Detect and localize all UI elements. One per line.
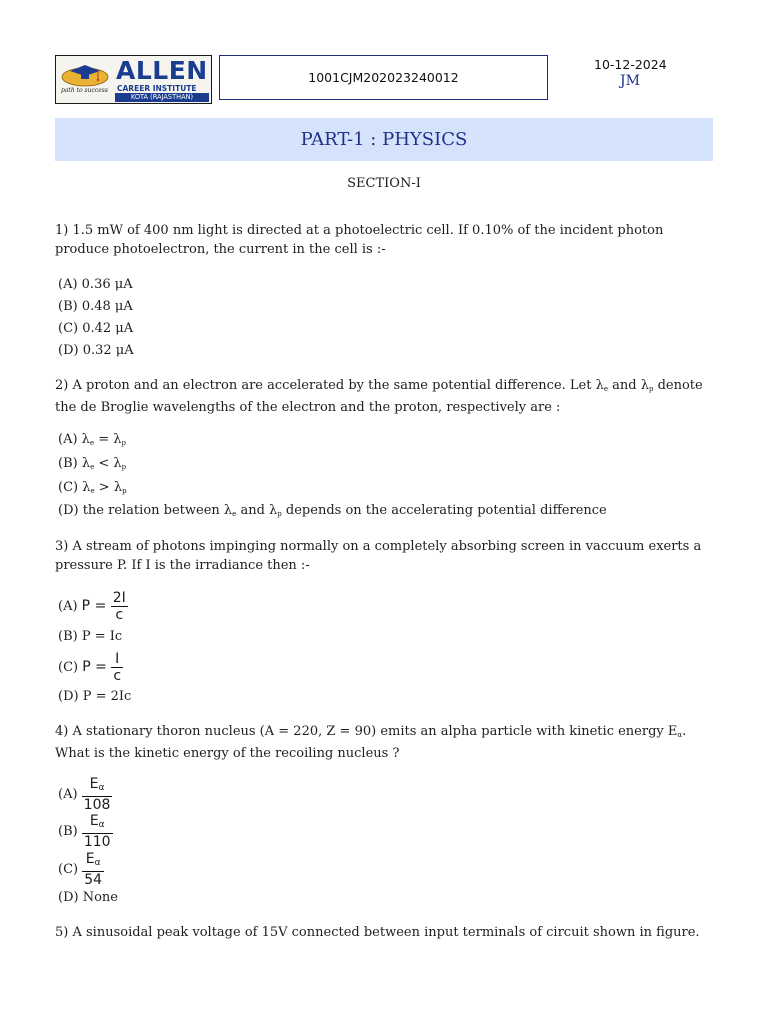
question-4-text: 4) A stationary thoron nucleus (A = 220, Z = 90) emits an alpha particle with kinetic energy $E_\alpha$. What is the kinetic energy of the recoiling nucleus ? xyxy=(55,724,687,761)
exam-date: 10-12-2024 xyxy=(594,57,667,72)
graduation-cap-emblem-icon xyxy=(60,60,110,87)
question-3-option-c: (C) P = $\frac{I}{c}$ xyxy=(58,651,122,684)
question-5-text: 5) A sinusoidal peak voltage of 15V connected between input terminals of circuit shown in figure. xyxy=(55,925,700,940)
paper-code-box xyxy=(219,55,548,100)
part-title-bar xyxy=(55,118,713,161)
fraction-e-alpha-over-108: $\frac{E_\alpha}{108}$ xyxy=(83,776,111,813)
logo-brand: ALLEN xyxy=(116,56,208,85)
question-2-option-d: (D) the relation between $\lambda_e$ and $\lambda_p$ depends on the accelerating potential difference xyxy=(58,503,607,518)
part-title: PART-1 : PHYSICS xyxy=(300,129,468,150)
stream-code: JM xyxy=(620,73,640,89)
logo-subtitle: CAREER INSTITUTE xyxy=(117,84,197,93)
question-2-option-b: (B) $\lambda_e < \lambda_p$ xyxy=(58,456,127,471)
fraction-i-over-c: $\frac{I}{c}$ xyxy=(113,651,122,684)
question-2-text: 2) A proton and an electron are accelerated by the same potential difference. Let $\lambda_e$ and $\lambda_p$ denote the de Broglie wavelengths of the electron and the proton, respectively are : xyxy=(55,378,703,415)
question-2-option-c: (C) $\lambda_e > \lambda_p$ xyxy=(58,480,127,495)
paper-code: 1001CJM202023240012 xyxy=(308,70,459,85)
allen-logo xyxy=(55,55,212,104)
question-1-option-d: (D) 0.32 μA xyxy=(58,343,134,358)
question-3-option-d: (D) P = 2Ic xyxy=(58,689,132,704)
fraction-e-alpha-over-110: $\frac{E_\alpha}{110}$ xyxy=(83,813,111,850)
question-1-text: 1) 1.5 mW of 400 nm light is directed at a photoelectric cell. If 0.10% of the incident photon produce photoelectron, the current in the cell is :- xyxy=(55,223,664,257)
question-4-option-b: (B) $\frac{E_\alpha}{110}$ xyxy=(58,813,111,850)
question-3-text: 3) A stream of photons impinging normally on a completely absorbing screen in vaccuum exerts a pressure P. If I is the irradiance then :- xyxy=(55,539,702,573)
logo-city: KOTA (RAJASTHAN) xyxy=(115,93,209,102)
question-4-option-c: (C) $\frac{E_\alpha}{54}$ xyxy=(58,851,103,888)
fraction-e-alpha-over-54: $\frac{E_\alpha}{54}$ xyxy=(84,851,103,888)
question-2-option-a: (A) $\lambda_e = \lambda_p$ xyxy=(58,432,126,447)
question-1-option-b: (B) 0.48 μA xyxy=(58,299,133,314)
question-3-option-b: (B) P = Ic xyxy=(58,629,123,644)
question-1-option-c: (C) 0.42 μA xyxy=(58,321,134,336)
question-4-option-a: (A) $\frac{E_\alpha}{108}$ xyxy=(58,776,111,813)
question-1-option-a: (A) 0.36 μA xyxy=(58,277,133,292)
fraction-2i-over-c: $\frac{2I}{c}$ xyxy=(112,590,126,623)
question-4-option-d: (D) None xyxy=(58,890,118,905)
logo-tagline: path to success xyxy=(61,87,108,94)
question-3-option-a: (A) P = $\frac{2I}{c}$ xyxy=(58,590,126,623)
section-title: SECTION-I xyxy=(347,176,421,191)
